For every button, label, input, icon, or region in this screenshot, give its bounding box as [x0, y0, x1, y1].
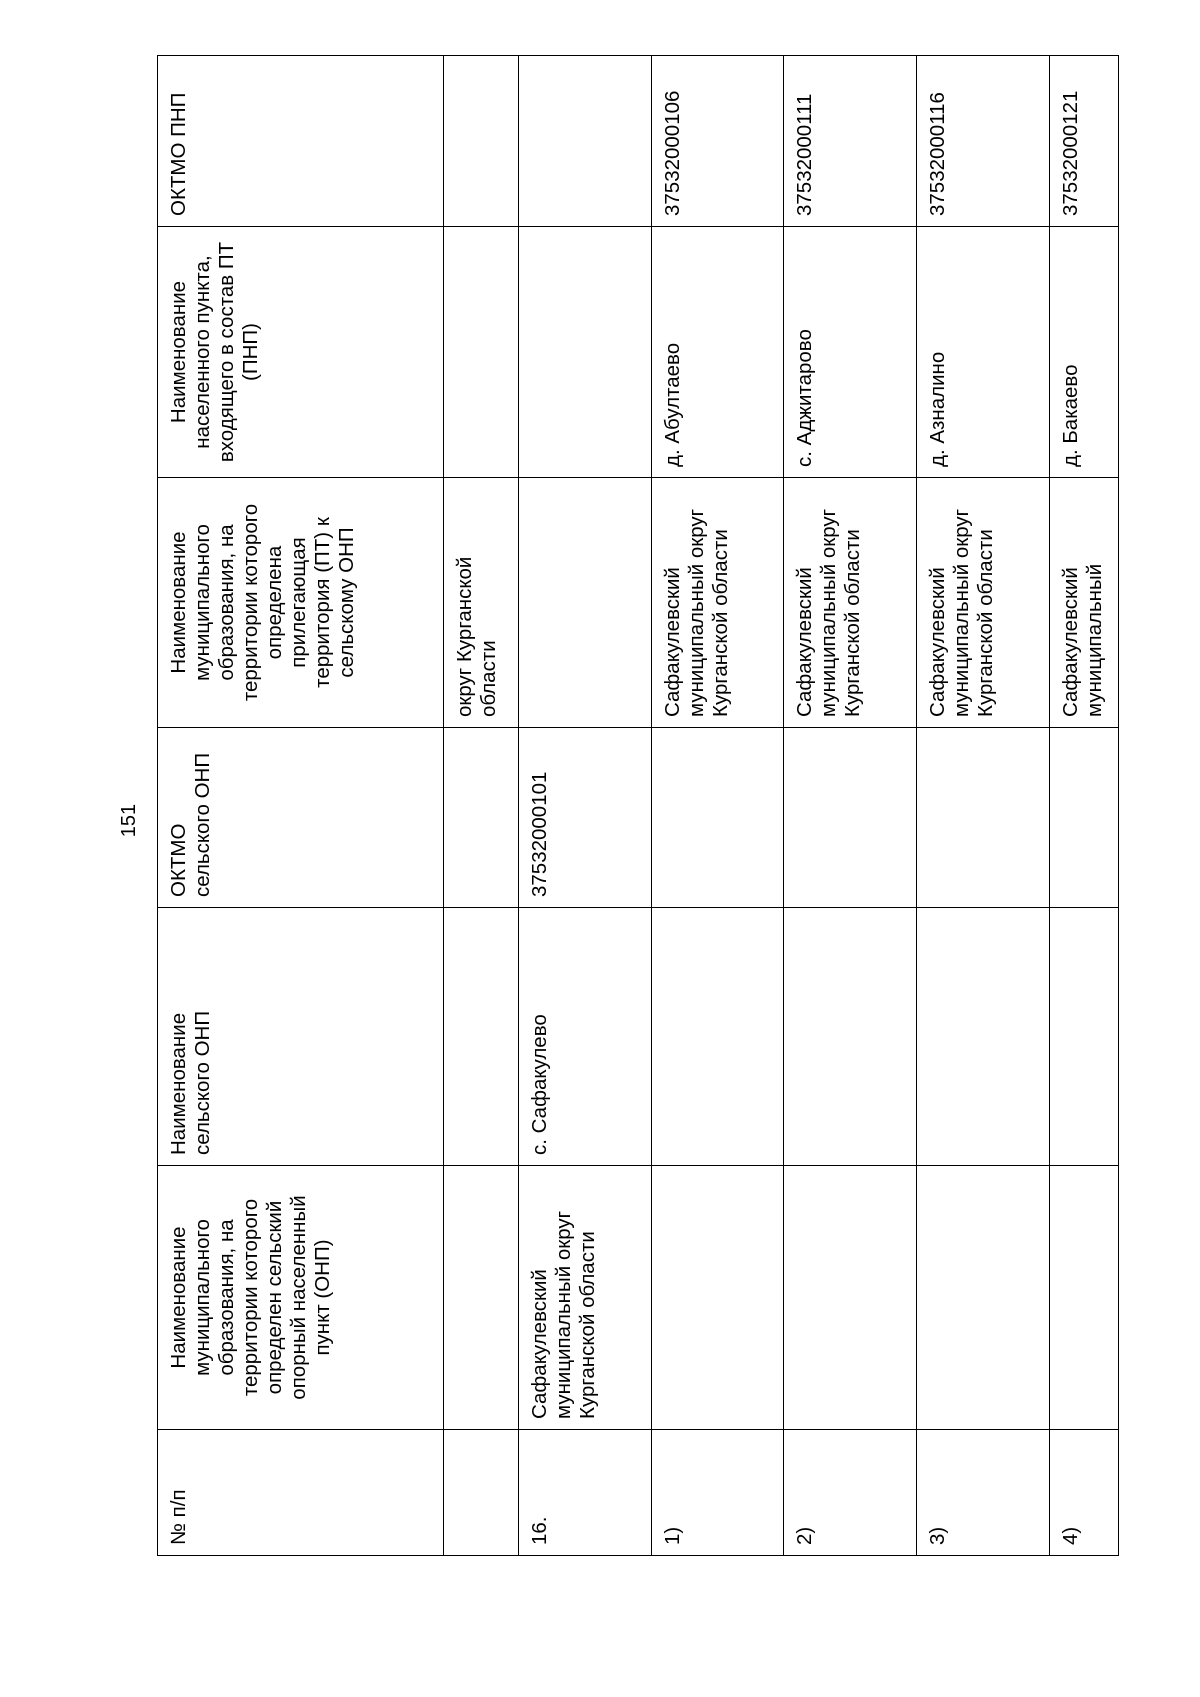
table-cell: с. Сафакулево [519, 908, 652, 1166]
table-cell: 37532000101 [519, 728, 652, 908]
header-cell-onp-oktmo: ОКТМО сельского ОНП [158, 728, 444, 908]
table-row [519, 56, 652, 1556]
table-cell: Сафакулевский муниципальный округ Курганской области [519, 1166, 652, 1430]
table-cell [443, 728, 518, 908]
table-cell [916, 1166, 1049, 1430]
table-cell: с. Аджитарово [784, 227, 917, 478]
table-cell: 2) [784, 1430, 917, 1556]
table-cell [443, 1166, 518, 1430]
header-cell-pnp-name: Наименование населенного пункта, входящего в состав ПТ (ПНП) [158, 227, 444, 478]
table-cell [443, 908, 518, 1166]
header-cell-number: № п/п [158, 1430, 444, 1556]
table-cell [519, 478, 652, 728]
table-cell: 37532000121 [1049, 56, 1118, 227]
table-row [1049, 56, 1118, 1556]
table-header-row [158, 56, 444, 1556]
table-cell: д. Бакаево [1049, 227, 1118, 478]
table-cell: Сафакулевский муниципальный [1049, 478, 1118, 728]
table-row [443, 56, 518, 1556]
table-row [784, 56, 917, 1556]
table-row [651, 56, 784, 1556]
table-cell [651, 728, 784, 908]
table-cell [1049, 1166, 1118, 1430]
settlements-table [157, 55, 1119, 1556]
table-cell: 1) [651, 1430, 784, 1556]
table-cell [443, 56, 518, 227]
header-cell-pt-municipality: Наименование муниципального образования, на территории которого определена прилегающая территория (ПТ) к сельскому ОНП [158, 478, 444, 728]
table-cell: д. Азналино [916, 227, 1049, 478]
table-cell [784, 908, 917, 1166]
table-cell [1049, 908, 1118, 1166]
header-cell-pnp-oktmo: ОКТМО ПНП [158, 56, 444, 227]
header-cell-onp-municipality: Наименование муниципального образования, на территории которого определен сельский опорный населенный пункт (ОНП) [158, 1166, 444, 1430]
table-cell [443, 227, 518, 478]
table-cell: 4) [1049, 1430, 1118, 1556]
table-cell: Сафакулевский муниципальный округ Курганской области [651, 478, 784, 728]
table-cell: д. Абултаево [651, 227, 784, 478]
table-cell [443, 1430, 518, 1556]
table-cell [916, 908, 1049, 1166]
table-cell [1049, 728, 1118, 908]
table-cell: 37532000106 [651, 56, 784, 227]
table-cell: округ Курганской области [443, 478, 518, 728]
table-cell: Сафакулевский муниципальный округ Курганской области [916, 478, 1049, 728]
table-cell [784, 1166, 917, 1430]
table-cell [916, 728, 1049, 908]
table-row [916, 56, 1049, 1556]
page-number: 151 [118, 803, 141, 837]
table-cell [784, 728, 917, 908]
table-cell [651, 1166, 784, 1430]
table-cell [519, 227, 652, 478]
table-cell: 37532000116 [916, 56, 1049, 227]
table-container [157, 56, 1119, 1556]
table-cell: Сафакулевский муниципальный округ Курганской области [784, 478, 917, 728]
table-cell [651, 908, 784, 1166]
table-cell: 37532000111 [784, 56, 917, 227]
table-cell [519, 56, 652, 227]
table-cell: 16. [519, 1430, 652, 1556]
table-cell: 3) [916, 1430, 1049, 1556]
header-cell-onp-name: Наименование сельского ОНП [158, 908, 444, 1166]
